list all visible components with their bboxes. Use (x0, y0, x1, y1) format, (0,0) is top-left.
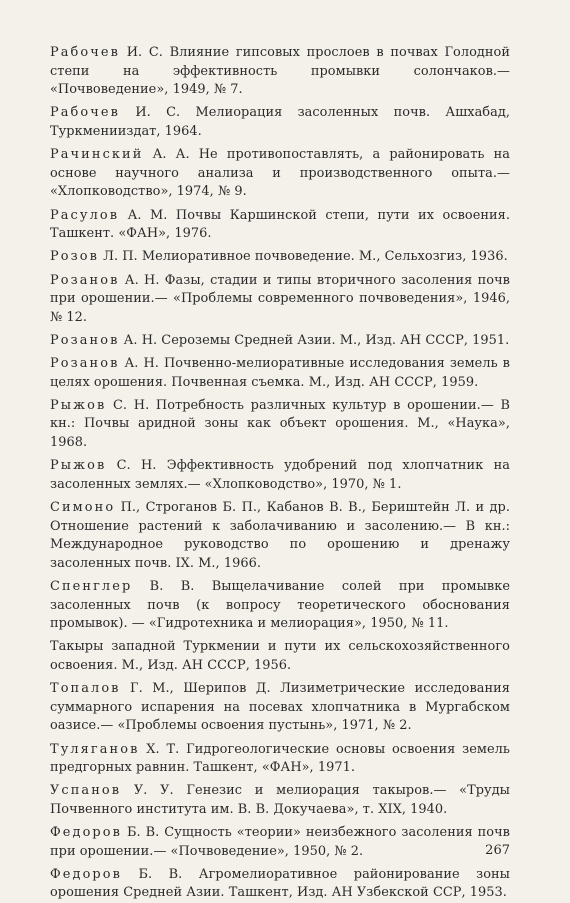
reference-text: С. Н. Эффективность удобрений под хлопчатник на засоленных землях.— «Хлопководство», 1970, № 1. (50, 458, 510, 492)
reference-entry (50, 207, 510, 244)
reference-author: Розанов (50, 272, 120, 288)
reference-author: Рыжов (50, 397, 107, 413)
reference-entry (50, 578, 510, 634)
reference-author: Топалов (50, 681, 121, 697)
reference-entry (50, 104, 510, 141)
reference-text: А. М. Почвы Каршинской степи, пути их освоения. Ташкент. «ФАН», 1976. (50, 207, 510, 242)
reference-author: Розанов (50, 332, 120, 348)
page-number: 267 (485, 843, 510, 858)
reference-author: Розанов (50, 356, 120, 372)
reference-entry (50, 397, 510, 453)
reference-text: П., Строганов Б. П., Кабанов В. В., Бериштейн Л. и др. Отношение растений к заболачиванию и засолению.— В кн.: Международное руководство по орошению и дренажу засоленных почв. IX. М., 1966. (50, 500, 510, 571)
reference-entry (50, 638, 510, 675)
reference-entry (50, 457, 510, 494)
reference-entry (50, 272, 510, 328)
reference-text: У. У. Генезис и мелиорация такыров.— «Труды Почвенного института им. В. В. Докучаева», т. XIX, 1940. (50, 783, 510, 817)
reference-entry (50, 741, 510, 778)
reference-author: Спенглер (50, 578, 133, 594)
reference-text: Г. М., Шерипов Д. Лизиметрические исследования суммарного испарения на посевах хлопчатника в Мургабском оазисе.— «Проблемы освоения пустынь», 1971, № 2. (50, 681, 510, 734)
reference-text: И. С. Влияние гипсовых прослоев в почвах Голодной степи на эффективность промывки солончаков.— «Почвоведение», 1949, № 7. (50, 45, 510, 98)
reference-author: Рабочев (50, 45, 120, 60)
reference-author: Федоров (50, 866, 122, 882)
reference-entry (50, 44, 510, 100)
reference-text: А. А. Не противопоставлять, а районировать на основе научного анализа и производственного опыта.— «Хлопководство», 1974, № 9. (50, 147, 510, 200)
reference-author: Рыжов (50, 458, 107, 474)
reference-text: В. В. Выщелачивание солей при промывке засоленных почв (к вопросу теоретического обоснования промывок). — «Гидротехника и мелиорация», 1950, № 11. (50, 578, 510, 632)
reference-text: А. Н. Сероземы Средней Азии. М., Изд. АН СССР, 1951. (119, 332, 510, 348)
reference-author: Рачинский (50, 147, 144, 163)
reference-author: Розов (50, 249, 99, 265)
reference-entry (50, 248, 510, 267)
reference-text: И. С. Мелиорация засоленных почв. Ашхабад, Туркменииздат, 1964. (50, 105, 510, 139)
reference-entry (50, 866, 510, 903)
reference-author: Туляганов (50, 741, 140, 757)
reference-text: Б. В. Сущность «теории» неизбежного засоления почв при орошении.— «Почвоведение», 1950, № 2. (50, 825, 510, 859)
reference-entry (50, 355, 510, 392)
reference-author: Успанов (50, 783, 122, 799)
reference-text: А. Н. Фазы, стадии и типы вторичного засоления почв при орошении.— «Проблемы современного почвоведения», 1946, № 12. (50, 272, 510, 325)
reference-entry (50, 332, 510, 351)
reference-text: С. Н. Потребность различных культур в орошении.— В кн.: Почвы аридной зоны как объект орошения. М., «Наука», 1968. (50, 397, 510, 451)
reference-author: Рабочев (50, 105, 120, 121)
reference-entry (50, 680, 510, 736)
reference-author: Расулов (50, 207, 120, 223)
reference-entry (50, 824, 510, 861)
reference-entry (50, 146, 510, 202)
reference-entry (50, 782, 510, 819)
reference-entry (50, 499, 510, 573)
reference-author: Симоно (50, 500, 116, 515)
reference-text: Б. В. Агромелиоративное районирование зоны орошения Средней Азии. Ташкент, Изд. АН Узбекской ССР, 1953. (50, 866, 510, 901)
reference-text: Л. П. Мелиоративное почвоведение. М., Сельхозгиз, 1936. (98, 249, 508, 265)
reference-text: Такыры западной Туркмении и пути их сельскохозяйственного освоения. М., Изд. АН СССР, 1956. (50, 639, 510, 673)
reference-author: Федоров (50, 825, 122, 841)
reference-text: А. Н. Почвенно-мелиоративные исследования земель в целях орошения. Почвенная съемка. М., Изд. АН СССР, 1959. (50, 356, 510, 390)
reference-list (50, 44, 510, 903)
reference-text: Х. Т. Гидрогеологические основы освоения земель предгорных равнин. Ташкент, «ФАН», 1971. (50, 741, 510, 776)
